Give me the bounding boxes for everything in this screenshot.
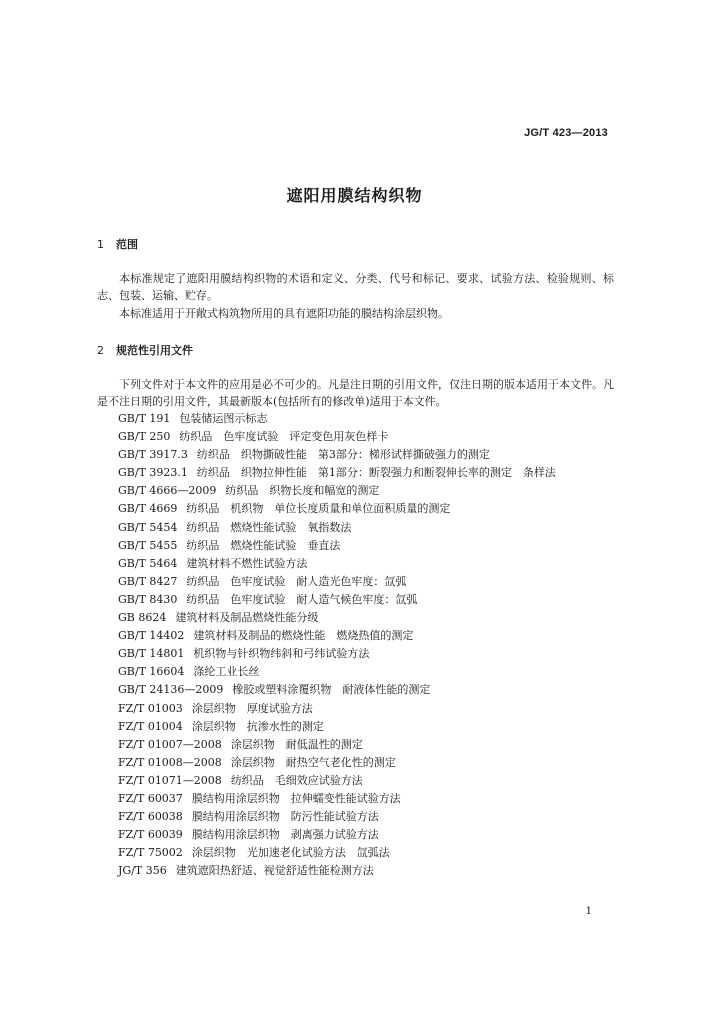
- reference-code: GB/T 4666—2009: [118, 484, 217, 498]
- reference-title: 涤纶工业长丝: [193, 665, 260, 679]
- reference-title: 纺织品 色牢度试验 耐人造光色牢度：氙弧: [186, 574, 407, 588]
- reference-item: [118, 537, 556, 555]
- reference-code: GB/T 3923.1: [118, 466, 188, 480]
- reference-code: GB/T 8427: [118, 574, 178, 588]
- reference-code: FZ/T 01008—2008: [118, 755, 222, 769]
- reference-code: FZ/T 01003: [118, 701, 183, 715]
- reference-item: [118, 555, 556, 573]
- reference-code: GB/T 191: [118, 412, 171, 425]
- reference-item: [118, 681, 556, 699]
- reference-code: FZ/T 01007—2008: [118, 737, 222, 751]
- reference-title: 建筑遮阳热舒适、视觉舒适性能检测方法: [175, 864, 374, 878]
- reference-item: [118, 790, 556, 808]
- section-title: 规范性引用文件: [116, 344, 193, 357]
- reference-item: [118, 428, 556, 446]
- reference-title: 纺织品 毛细效应试验方法: [230, 773, 363, 787]
- references-intro-paragraph: 下列文件对于本文件的应用是必不可少的。凡是注日期的引用文件，仅注日期的版本适用于本文件。凡是不注日期的引用文件，其最新版本(包括所有的修改单)适用于本文件。: [97, 378, 614, 408]
- reference-code: GB/T 14402: [118, 629, 185, 643]
- section-heading-scope: [97, 236, 138, 252]
- section-title: 范围: [116, 238, 138, 251]
- standard-code: JG/T 423—2013: [524, 127, 608, 139]
- reference-item: [118, 464, 556, 482]
- reference-title: 纺织品 机织物 单位长度质量和单位面积质量的测定: [186, 502, 451, 516]
- reference-code: FZ/T 60038: [118, 810, 183, 824]
- scope-paragraph-1: 本标准规定了遮阳用膜结构织物的术语和定义、分类、代号和标记、要求、试验方法、检验规则、标志、包装、运输、贮存。: [97, 272, 614, 302]
- reference-title: 膜结构用涂层织物 剥离强力试验方法: [191, 828, 379, 842]
- reference-title: 涂层织物 光加速老化试验方法 氙弧法: [191, 846, 390, 860]
- reference-title: 涂层织物 耐低温性的测定: [230, 737, 363, 751]
- reference-code: GB/T 24136—2009: [118, 683, 224, 697]
- reference-item: [118, 736, 556, 754]
- reference-code: GB/T 3917.3: [118, 448, 188, 462]
- reference-code: GB/T 16604: [118, 665, 185, 679]
- reference-item: [118, 627, 556, 645]
- reference-title: 纺织品 织物拉伸性能 第1部分：断裂强力和断裂伸长率的测定 条样法: [196, 466, 556, 480]
- reference-item: [118, 826, 556, 844]
- reference-title: 涂层织物 抗渗水性的测定: [191, 719, 324, 733]
- section-heading-normative-references: [97, 342, 193, 358]
- page-number: 1: [585, 906, 592, 917]
- reference-title: 纺织品 燃烧性能试验 垂直法: [186, 538, 341, 552]
- reference-title: 涂层织物 厚度试验方法: [191, 701, 313, 715]
- section-number: 2: [97, 344, 104, 357]
- reference-item: [118, 754, 556, 772]
- reference-title: 纺织品 织物长度和幅宽的测定: [225, 484, 380, 498]
- reference-title: 建筑材料及制品的燃烧性能 燃烧热值的测定: [193, 629, 414, 643]
- document-title: 遮阳用膜结构织物: [286, 186, 423, 205]
- reference-item: [118, 808, 556, 826]
- reference-item: [118, 500, 556, 518]
- reference-code: FZ/T 60037: [118, 791, 183, 805]
- reference-code: FZ/T 01071—2008: [118, 773, 222, 787]
- reference-item: [118, 609, 556, 627]
- reference-item: [118, 844, 556, 862]
- reference-title: 涂层织物 耐热空气老化性的测定: [230, 755, 396, 769]
- reference-code: FZ/T 75002: [118, 846, 183, 860]
- reference-title: 膜结构用涂层织物 防污性能试验方法: [191, 810, 379, 824]
- reference-title: 纺织品 色牢度试验 耐人造气候色牢度：氙弧: [186, 592, 418, 606]
- reference-item: [118, 446, 556, 464]
- reference-item: [118, 862, 556, 880]
- reference-item: [118, 663, 556, 681]
- reference-title: 机织物与针织物纬斜和弓纬试验方法: [193, 647, 370, 661]
- scope-paragraph-2: 本标准适用于开敞式构筑物所用的具有遮阳功能的膜结构涂层织物。: [119, 307, 449, 320]
- reference-code: GB/T 250: [118, 430, 171, 444]
- reference-code: GB/T 5455: [118, 538, 178, 552]
- reference-code: GB/T 8430: [118, 592, 178, 606]
- reference-item: [118, 519, 556, 537]
- reference-title: 膜结构用涂层织物 拉伸蠕变性能试验方法: [191, 791, 401, 805]
- reference-item: [118, 700, 556, 718]
- reference-title: 橡胶或塑料涂覆织物 耐液体性能的测定: [232, 683, 431, 697]
- reference-title: 纺织品 燃烧性能试验 氧指数法: [186, 520, 352, 534]
- reference-code: FZ/T 60039: [118, 828, 183, 842]
- reference-title: 纺织品 织物撕破性能 第3部分：梯形试样撕破强力的测定: [196, 448, 490, 462]
- reference-item: [118, 718, 556, 736]
- reference-title: 纺织品 色牢度试验 评定变色用灰色样卡: [179, 430, 389, 444]
- section-number: 1: [97, 238, 104, 251]
- reference-item: [118, 591, 556, 609]
- reference-item: [118, 573, 556, 591]
- reference-code: GB/T 5464: [118, 556, 178, 570]
- reference-item: [118, 482, 556, 500]
- reference-code: JG/T 356: [118, 864, 167, 878]
- reference-title: 建筑材料及制品燃烧性能分级: [175, 611, 319, 625]
- reference-code: FZ/T 01004: [118, 719, 183, 733]
- reference-list: [118, 410, 556, 880]
- reference-code: GB/T 4669: [118, 502, 178, 516]
- reference-item: [118, 772, 556, 790]
- reference-title: 包装储运图示标志: [179, 412, 268, 425]
- reference-item: [118, 645, 556, 663]
- reference-title: 建筑材料不燃性试验方法: [186, 556, 308, 570]
- reference-code: GB/T 5454: [118, 520, 178, 534]
- reference-code: GB 8624: [118, 611, 167, 625]
- reference-item: [118, 410, 556, 428]
- reference-code: GB/T 14801: [118, 647, 185, 661]
